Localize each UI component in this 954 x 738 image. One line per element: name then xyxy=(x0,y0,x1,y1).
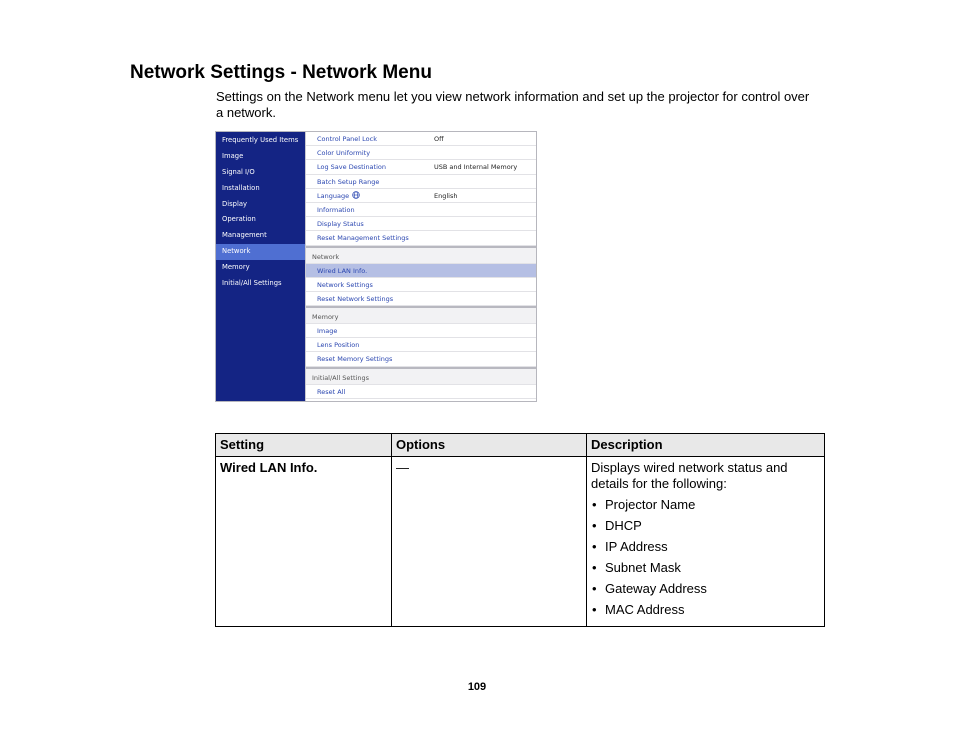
menu-setting-label xyxy=(317,175,379,189)
menu-setting-label-text: Network Settings xyxy=(317,280,373,289)
globe-icon xyxy=(352,191,360,199)
menu-setting-row xyxy=(306,231,536,245)
menu-category-item: Installation xyxy=(222,183,260,192)
menu-setting-row xyxy=(306,352,536,366)
menu-setting-label xyxy=(317,292,393,306)
menu-setting-value: USB and Internal Memory xyxy=(434,163,518,172)
menu-setting-label xyxy=(317,324,337,338)
menu-setting-label-text: Image xyxy=(317,327,338,336)
column-header-setting: Setting xyxy=(216,434,392,457)
description-text: Displays wired network status and details for the following: xyxy=(591,460,788,491)
menu-setting-value: English xyxy=(434,191,458,200)
menu-setting-row xyxy=(306,175,536,189)
menu-setting-row xyxy=(306,338,536,352)
menu-setting-label-text: Information xyxy=(317,205,355,214)
table-header-row xyxy=(216,434,825,457)
menu-setting-row xyxy=(306,132,536,146)
menu-setting-row xyxy=(306,146,536,160)
menu-section-header: Network xyxy=(306,246,536,264)
menu-setting-label-text: Reset Network Settings xyxy=(317,294,394,303)
menu-category-item: Signal I/O xyxy=(222,167,255,176)
bullet-item: • IP Address xyxy=(591,539,820,555)
menu-section-header: Memory xyxy=(306,306,536,324)
menu-setting-label-text: Reset All xyxy=(317,387,346,396)
menu-category-item: Display xyxy=(222,199,248,208)
menu-setting-label-text: Color Uniformity xyxy=(317,149,371,158)
menu-category-item: Memory xyxy=(222,263,250,272)
bullet-item: • DHCP xyxy=(591,518,820,534)
options-cell: — xyxy=(392,457,587,627)
menu-setting-label xyxy=(317,217,364,231)
bullet-item: • Subnet Mask xyxy=(591,560,820,576)
menu-setting-row xyxy=(306,385,536,399)
menu-setting-label-text: Reset Memory Settings xyxy=(317,355,393,364)
menu-category-item: Frequently Used Items xyxy=(222,136,299,144)
menu-setting-row xyxy=(306,160,536,174)
page-title: Network Settings - Network Menu xyxy=(130,62,432,83)
column-header-description: Description xyxy=(587,434,825,457)
menu-setting-label xyxy=(317,338,359,352)
setting-cell: Wired LAN Info. xyxy=(216,457,392,627)
menu-setting-row xyxy=(306,324,536,338)
menu-setting-label xyxy=(317,146,370,160)
bullet-item: • Gateway Address xyxy=(591,581,820,597)
menu-setting-label-text: Control Panel Lock xyxy=(317,135,377,143)
description-cell xyxy=(587,457,825,627)
settings-table xyxy=(215,433,825,627)
menu-setting-label-text: Batch Setup Range xyxy=(317,177,380,186)
menu-setting-row xyxy=(306,203,536,217)
menu-setting-label xyxy=(317,231,409,245)
page-number: 109 xyxy=(467,681,487,693)
menu-category-item: Management xyxy=(222,231,267,240)
menu-setting-label xyxy=(317,160,386,174)
bullet-item: • Projector Name xyxy=(591,497,820,513)
menu-setting-row xyxy=(306,264,536,278)
projector-menu-screenshot xyxy=(215,131,537,402)
menu-setting-label-text: Language xyxy=(317,191,350,200)
menu-category-item: Network xyxy=(216,244,305,260)
menu-category-item: Image xyxy=(222,151,244,160)
menu-setting-label xyxy=(317,385,345,399)
menu-category-item: Initial/All Settings xyxy=(222,279,282,288)
menu-setting-label-text: Reset Management Settings xyxy=(317,234,409,243)
intro-paragraph: Settings on the Network menu let you view network information and set up the projector for control over a network. xyxy=(216,89,810,120)
menu-setting-label-text: Log Save Destination xyxy=(317,163,386,172)
menu-setting-value: Off xyxy=(434,135,444,143)
menu-setting-label-text: Wired LAN Info. xyxy=(317,266,368,275)
menu-setting-row xyxy=(306,278,536,292)
bullet-item: • MAC Address xyxy=(591,602,820,618)
menu-section-header: Initial/All Settings xyxy=(306,367,536,385)
menu-setting-label xyxy=(317,132,377,146)
menu-setting-label xyxy=(317,352,392,366)
menu-category-item: Operation xyxy=(222,215,256,224)
menu-settings-panel xyxy=(305,132,536,401)
description-bullet-list xyxy=(591,497,820,618)
menu-setting-row xyxy=(306,217,536,231)
menu-setting-label xyxy=(317,264,367,278)
menu-setting-label-text: Display Status xyxy=(317,220,364,229)
menu-category-list xyxy=(216,132,305,401)
column-header-options: Options xyxy=(392,434,587,457)
menu-setting-label-text: Lens Position xyxy=(317,341,360,350)
menu-setting-label xyxy=(317,278,373,292)
menu-setting-row xyxy=(306,292,536,306)
menu-setting-row xyxy=(306,189,536,203)
menu-setting-label xyxy=(317,189,360,203)
menu-setting-label xyxy=(317,203,355,217)
table-row xyxy=(216,457,825,627)
